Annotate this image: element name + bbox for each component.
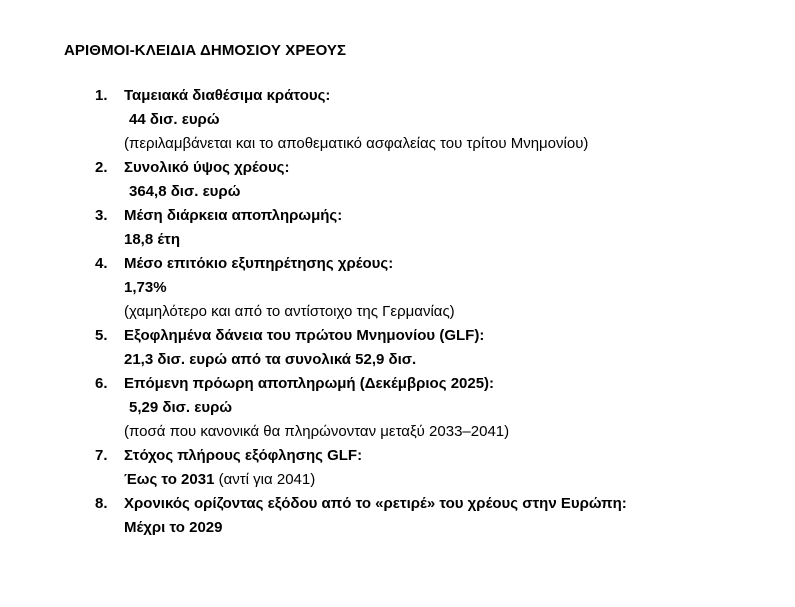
list-item: [0, 372, 795, 444]
item-value: 44 δισ. ευρώ: [129, 111, 220, 128]
item-value: Έως το 2031: [124, 471, 215, 488]
list-item: [0, 444, 795, 492]
item-note: (χαμηλότερο και από το αντίστοιχο της Γερμανίας): [124, 303, 455, 320]
item-value: 364,8 δισ. ευρώ: [129, 183, 241, 200]
item-number: 7.: [95, 447, 108, 464]
list-item: [0, 324, 795, 372]
item-value: 18,8 έτη: [124, 231, 180, 248]
item-number: 6.: [95, 375, 108, 392]
item-note: (περιλαμβάνεται και το αποθεματικό ασφαλείας του τρίτου Μνημονίου): [124, 135, 589, 152]
page-title: ΑΡΙΘΜΟΙ-ΚΛΕΙΔΙΑ ΔΗΜΟΣΙΟΥ ΧΡΕΟΥΣ: [64, 42, 347, 59]
item-number: 1.: [95, 87, 108, 104]
item-heading: Συνολικό ύψος χρέους:: [124, 159, 290, 176]
item-heading: Επόμενη πρόωρη αποπληρωμή (Δεκέμβριος 2025):: [124, 375, 495, 392]
list-item: [0, 204, 795, 252]
item-value: 21,3 δισ. ευρώ από τα συνολικά 52,9 δισ.: [124, 351, 417, 368]
item-heading: Μέσο επιτόκιο εξυπηρέτησης χρέους:: [124, 255, 394, 272]
item-note: (αντί για 2041): [218, 471, 316, 488]
item-number: 5.: [95, 327, 108, 344]
item-note: (ποσά που κανονικά θα πληρώνονταν μεταξύ 2033–2041): [124, 423, 510, 440]
item-heading: Μέση διάρκεια αποπληρωμής:: [124, 207, 343, 224]
item-heading: Ταμειακά διαθέσιμα κράτους:: [124, 87, 331, 104]
item-heading: Στόχος πλήρους εξόφλησης GLF:: [124, 447, 363, 464]
item-number: 4.: [95, 255, 108, 272]
item-heading: Χρονικός ορίζοντας εξόδου από το «ρετιρέ» του χρέους στην Ευρώπη:: [124, 495, 627, 512]
item-value: 5,29 δισ. ευρώ: [129, 399, 233, 416]
item-number: 2.: [95, 159, 108, 176]
list-item: [0, 252, 795, 324]
list-item: [0, 492, 795, 540]
list-item: [0, 84, 795, 156]
item-number: 8.: [95, 495, 108, 512]
key-figures-list: [0, 84, 795, 540]
item-value: 1,73%: [124, 279, 167, 296]
item-heading: Εξοφλημένα δάνεια του πρώτου Μνημονίου (GLF):: [124, 327, 485, 344]
item-number: 3.: [95, 207, 108, 224]
item-value-row: [0, 468, 795, 492]
list-item: [0, 156, 795, 204]
item-value: Μέχρι το 2029: [124, 519, 223, 536]
